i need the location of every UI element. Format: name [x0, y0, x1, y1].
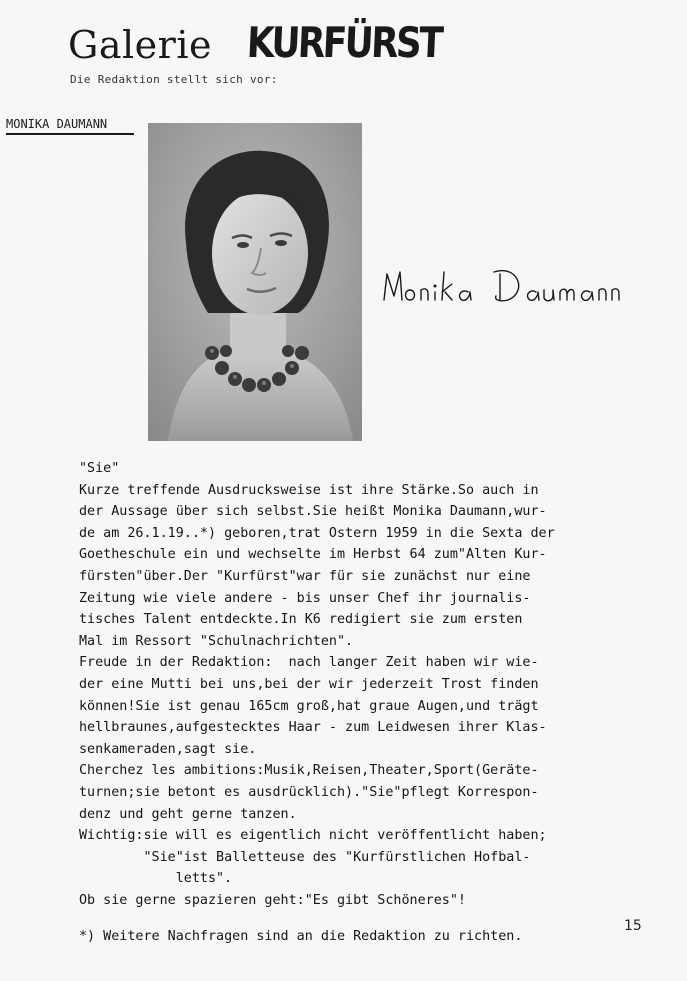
body-line: de am 26.1.19..*) geboren,trat Ostern 1959 in die Sexta der [79, 525, 555, 541]
page-number: 15 [624, 918, 642, 934]
article-body [79, 458, 619, 911]
person-name-heading: MONIKA DAUMANN [6, 117, 134, 135]
body-line: Zeitung wie viele andere - bis unser Chef ihr journalis- [79, 590, 531, 606]
intro-line: Die Redaktion stellt sich vor: [70, 73, 278, 86]
body-line: fürsten"über.Der "Kurfürst"war für sie zunächst nur eine [79, 568, 531, 584]
body-line: letts". [79, 871, 233, 887]
portrait-photo-icon [148, 123, 362, 441]
body-line: Kurze treffende Ausdrucksweise ist ihre Stärke.So auch in [79, 482, 539, 498]
body-line: Freude in der Redaktion: nach langer Zeit haben wir wie- [79, 655, 539, 671]
body-line: senkameraden,sagt sie. [79, 741, 257, 757]
body-line: "Sie" [79, 461, 120, 476]
body-line: hellbraunes,aufgestecktes Haar - zum Leidwesen ihrer Klas- [79, 720, 547, 736]
handwritten-signature [378, 252, 658, 322]
body-line: Goetheschule ein und wechselte im Herbst 64 zum"Alten Kur- [79, 547, 547, 563]
body-line: können!Sie ist genau 165cm groß,hat graue Augen,und trägt [79, 698, 539, 714]
body-line: tisches Talent entdeckte.In K6 redigiert sie zum ersten [79, 612, 523, 628]
portrait-photo [148, 123, 362, 441]
body-line: der Aussage über sich selbst.Sie heißt Monika Daumann,wur- [79, 504, 547, 520]
masthead [68, 14, 474, 67]
body-line: Cherchez les ambitions:Musik,Reisen,Theater,Sport(Geräte- [79, 763, 539, 779]
body-line: turnen;sie betont es ausdrücklich)."Sie"pflegt Korrespon- [79, 784, 539, 800]
body-line: Wichtig:sie will es eigentlich nicht veröffentlicht haben; [79, 828, 547, 844]
footnote: *) Weitere Nachfragen sind an die Redaktion zu richten. [79, 929, 523, 944]
body-line: Mal im Ressort "Schulnachrichten". [79, 633, 354, 649]
masthead-galerie: Galerie [68, 23, 212, 67]
body-line: der eine Mutti bei uns,bei der wir jederzeit Trost finden [79, 676, 539, 692]
masthead-kurfuerst-logo: KURFÜRST [245, 18, 443, 67]
body-line: "Sie"ist Balletteuse des "Kurfürstlichen Hofbal- [79, 849, 531, 865]
body-line: Ob sie gerne spazieren geht:"Es gibt Schöneres"! [79, 892, 466, 908]
body-line: denz und geht gerne tanzen. [79, 806, 297, 822]
